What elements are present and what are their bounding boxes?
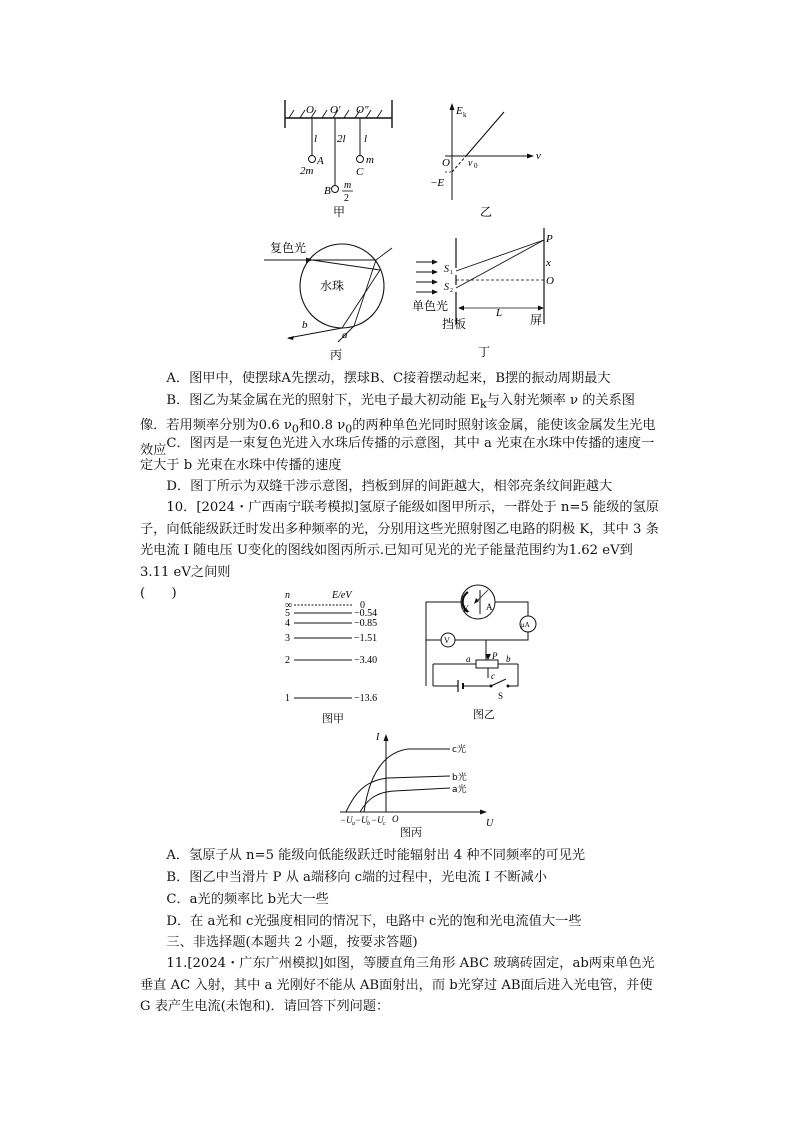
label-c-light: c光	[452, 745, 466, 755]
label-nu0-sub: 0	[474, 162, 478, 170]
label-water-drop: 水珠	[320, 279, 345, 293]
label-K: K	[463, 604, 470, 614]
q11-stem: 11.[2024・广东广州模拟]如图，等腰直角三角形 ABC 玻璃砖固定，ab两束单色光垂直 AC 入射，其中 a 光刚好不能从 AB面射出，而 b光穿过 AB面后进入光电管，并使G 表产生电流(未饱和)．请回答下列问题：	[140, 956, 655, 1014]
label-Uc-sub: c	[383, 821, 386, 827]
label-S1: S	[444, 264, 449, 275]
q9-B-part3: 和0.8 ν	[298, 418, 346, 434]
q9-B-part4: 的两种单色光同时照射该金属，能使该金属发生光电效应	[140, 418, 656, 459]
label-a: a	[342, 329, 348, 341]
q10-option-D: D．在 a光和 c光强度相同的情况下，电路中 c光的饱和光电流值大一些	[166, 914, 582, 929]
label-2l: 2l	[337, 133, 346, 145]
level-e-inf: 0	[360, 600, 365, 611]
level-n-inf: ∞	[285, 600, 293, 611]
figure-energy-levels	[282, 588, 392, 728]
label-m-C: m	[366, 154, 374, 166]
label-S1-sub: 1	[450, 270, 453, 276]
label-l-left: l	[314, 133, 318, 145]
label-S2: S	[444, 282, 449, 293]
level-n-2: 2	[285, 655, 290, 666]
label-A: A	[317, 155, 324, 167]
label-negE: −E	[430, 177, 445, 189]
label-B: B	[324, 185, 331, 197]
q9-B-part2: 与入射光频率 ν 的关系图像．若用频率分别为0.6 ν	[140, 393, 635, 434]
label-monochromatic: 单色光	[412, 299, 449, 313]
level-e-2: −3.40	[354, 655, 378, 666]
label-origin: O	[442, 157, 450, 169]
q10-option-C: C．a光的频率比 b光大一些	[166, 892, 329, 907]
q9-option-D: D．图丁所示为双缝干涉示意图，挡板到屏的间距越大，相邻亮条纹间距越大	[166, 479, 613, 494]
q9-B-part1: B．图乙为某金属在光的照射下，光电子最大初动能 E	[166, 393, 481, 408]
label-U: U	[486, 818, 494, 829]
label-b-light: b光	[452, 773, 467, 783]
q10-blank: ( )	[140, 586, 177, 601]
label-a-light: a光	[452, 785, 467, 795]
label-Ek-sub: k	[463, 111, 467, 119]
label-neg-Ua: −U	[340, 815, 353, 825]
label-O-prime: O′	[330, 104, 341, 116]
label-O: O	[306, 104, 314, 116]
level-n-1: 1	[285, 693, 290, 704]
figure-jia-pendulums	[280, 100, 400, 220]
q9-B-sub1: k	[480, 397, 487, 411]
label-nu0: ν	[468, 158, 473, 169]
label-L: L	[496, 307, 503, 319]
q9-option-C: C．图丙是一束复色光进入水珠后传播的示意图，其中 a 光束在水珠中传播的速度一定大于 b 光束在水珠中传播的速度	[140, 436, 655, 473]
label-b: b	[506, 654, 511, 664]
label-Ub-sub: b	[367, 821, 370, 827]
label-C: C	[356, 166, 364, 178]
label-O-double-prime: O″	[356, 104, 369, 116]
label-baffle: 挡板	[442, 317, 467, 331]
caption-ding: 丁	[478, 345, 491, 359]
label-a: a	[466, 654, 471, 664]
label-I: I	[376, 732, 380, 743]
level-n-5: 5	[285, 608, 290, 619]
label-2m: 2m	[300, 165, 314, 177]
caption-fig-bing: 图丙	[400, 826, 422, 838]
level-e-1: −13.6	[354, 693, 378, 704]
q10-stem-text: 10．[2024・广西南宁联考模拟]氢原子能级如图甲所示，一群处于 n=5 能级的氢原子，向低能级跃迁时发出多种频率的光，分别用这些光照射图乙电路的阴极 K，其中 3 条光电流 I 随电压 U变化的图线如图丙所示.已知可见光的光子能量范围约为1.62 eV到3.11 eV之间则	[140, 500, 659, 580]
caption-bing: 丙	[330, 348, 343, 362]
level-e-5: −0.54	[354, 608, 378, 619]
label-nu: ν	[536, 150, 541, 162]
label-Ek: E	[456, 105, 463, 117]
level-n-4: 4	[285, 618, 290, 629]
label-neg-Ub: −U	[355, 815, 368, 825]
level-n-3: 3	[285, 633, 290, 644]
label-neg-Uc: −U	[371, 815, 384, 825]
label-voltmeter: V	[444, 636, 450, 645]
q10-stem	[140, 497, 660, 605]
caption-fig-jia: 图甲	[322, 712, 344, 725]
caption-fig-yi: 图乙	[473, 708, 495, 721]
label-l-right: l	[364, 133, 368, 145]
level-e-4: −0.85	[354, 618, 378, 629]
figure-ding-double-slit	[412, 228, 562, 363]
q10-option-A: A．氢原子从 n=5 能级向低能级跃迁时能辐射出 4 种不同频率的可见光	[166, 848, 586, 863]
label-E-unit: E/eV	[332, 590, 352, 601]
caption-jia: 甲	[333, 205, 346, 219]
label-P: P	[546, 233, 553, 245]
label-2-denominator: 2	[344, 193, 349, 204]
label-b: b	[302, 319, 308, 331]
label-m-numerator: m	[344, 180, 352, 191]
q9-B-sub3: 0	[345, 422, 353, 436]
label-x: x	[546, 257, 551, 269]
label-c: c	[491, 671, 495, 681]
q10-option-B: B．图乙中当滑片 P 从 a端移向 c端的过程中，光电流 I 不断减小	[166, 870, 548, 885]
level-e-3: −1.51	[354, 633, 378, 644]
label-switch-S: S	[498, 691, 504, 701]
label-O: O	[546, 275, 554, 287]
q9-option-A: A．图甲中，使摆球A先摆动，摆球B、C接着摆动起来，B摆的振动周期最大	[166, 371, 611, 386]
figure-bing-droplet	[262, 238, 397, 363]
section-3-heading: 三、非选择题(本题共 2 小题，按要求答题)	[166, 935, 418, 950]
figure-yi-ek-graph	[430, 100, 550, 220]
label-microammeter: μA	[521, 621, 530, 629]
caption-yi: 乙	[480, 205, 493, 219]
label-A: A	[486, 602, 493, 612]
label-S2-sub: 2	[450, 288, 453, 294]
label-P: P	[492, 651, 498, 661]
label-composite-light: 复色光	[270, 241, 307, 255]
label-Ua-sub: a	[352, 821, 355, 827]
q9-B-sub2: 0	[291, 422, 299, 436]
label-origin: O	[392, 814, 399, 824]
figure-circuit	[418, 580, 548, 725]
label-screen: 屏	[530, 313, 543, 327]
figure-iu-curves	[338, 730, 498, 838]
label-n: n	[285, 590, 290, 601]
